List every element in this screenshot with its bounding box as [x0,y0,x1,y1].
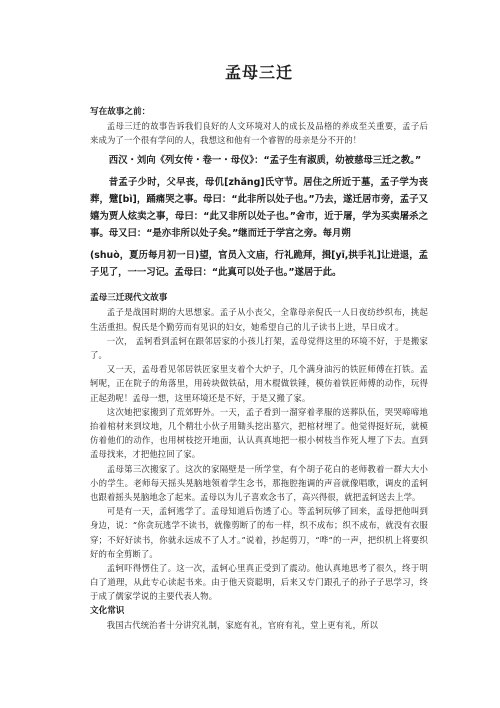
culture-heading: 文化常识 [90,605,125,616]
modern-paragraph: 孟子是战国时期的大思想家。孟子从小丧父，全靠母亲倪氏一人日夜纺纱织布，挑起生活重担。倪氏是个勤劳而有见识的妇女，她希望自己的儿子读书上进，早日成才。 [90,307,428,332]
modern-paragraph: 可是有一天，孟轲逃学了。孟母知道后伤透了心。等孟轲玩够了回来，孟母把他叫到身边，说：“你贪玩逃学不读书，就像剪断了的布一样，织不成布；织不成布，就没有衣服穿；不好好读书，你就永远成不了人才。”说着，抄起剪刀，“哗”的一声，把织机上将要织好的布全剪断了。 [90,506,428,559]
modern-paragraph: 一次， 孟轲看到孟轲在跟邻居家的小孩儿打架，孟母觉得这里的环境不好，于是搬家了。 [90,335,428,361]
intro-heading: 写在故事之前： [90,107,151,117]
classic-text-paragraph-2: (shuò，夏历每月初一日)望，官员入文庙，行礼跪拜，揖[yī,拱手礼]让进退，孟子见了，一一习记。孟母曰：“此真可以处子也。”遂居于此。 [90,250,428,279]
modern-paragraph: 这次她把家搬到了荒郊野外。一天，孟子看到一溜穿着孝服的送葬队伍，哭哭啼啼地抬着棺材来到坟地，几个精壮小伙子用锄头挖出墓穴，把棺材埋了。他觉得挺好玩，就模仿着他们的动作，也用树枝挖开地面，认认真真地把一根小树枝当作死人埋了下去。直到孟母找来，才把他拉回了家。 [90,406,428,460]
modern-story-heading: 孟母三迁现代文故事 [90,293,168,304]
intro-paragraph: 孟母三迁的故事告诉我们良好的人文环境对人的成长及品格的养成至关重要，孟子后来成为了一个很有学问的人，我想这和他有一个睿智的母亲是分不开的！ [90,121,428,146]
page-title: 孟母三迁 [224,63,293,82]
modern-paragraph: 孟母第三次搬家了。这次的家隔壁是一所学堂，有个胡子花白的老师教着一群大大小小的学生。老师每天摇头晃脑地领着学生念书，那拖腔拖调的声音就像唱歌，调皮的孟轲也跟着摇头晃脑地念了起来。孟母以为儿子喜欢念书了，高兴得很，就把孟轲送去上学。 [90,463,428,503]
classic-source-quote: 西汉・刘向《列女传・卷一・母仪》：“孟子生有淑质，幼被慈母三迁之教。” [108,155,422,167]
modern-paragraph: 孟轲吓得愣住了。这一次，孟轲心里真正受到了震动。他认真地思考了很久，终于明白了道理，从此专心读起书来。由于他天资聪明，后来又专门跟孔子的孙子子思学习，终于成了儒家学说的主要代表人物。 [90,563,428,602]
modern-paragraph: 又一天，孟母看见邻居铁匠家里支着个大炉子，几个满身油污的铁匠师傅在打铁。孟轲呢，正在院子的角落里，用砖块做铁砧，用木棍做铁锤，模仿着铁匠师傅的动作，玩得正起劲呢！孟母一想，这里环境还是不好，于是又搬了家。 [90,364,428,403]
classic-text-paragraph-1: 昔孟子少时，父早丧，母仉[zhǎng]氏守节。居住之所近于墓，孟子学为丧葬，躄[bì]，踊痛哭之事。母曰：“此非所以处子也。”乃去，遂迁居市旁，孟子又嬉为贾人炫卖之事，母曰：“此又非所以处子也。”舍市，近于屠，学为买卖屠杀之事。母又曰：“是亦非所以处子矣。”继而迁于学宫之旁。每月朔 [90,177,428,240]
modern-story-body [90,305,428,603]
culture-paragraph: 我国古代统治者十分讲究礼制，家庭有礼，官府有礼，堂上更有礼，所以 [106,619,378,630]
